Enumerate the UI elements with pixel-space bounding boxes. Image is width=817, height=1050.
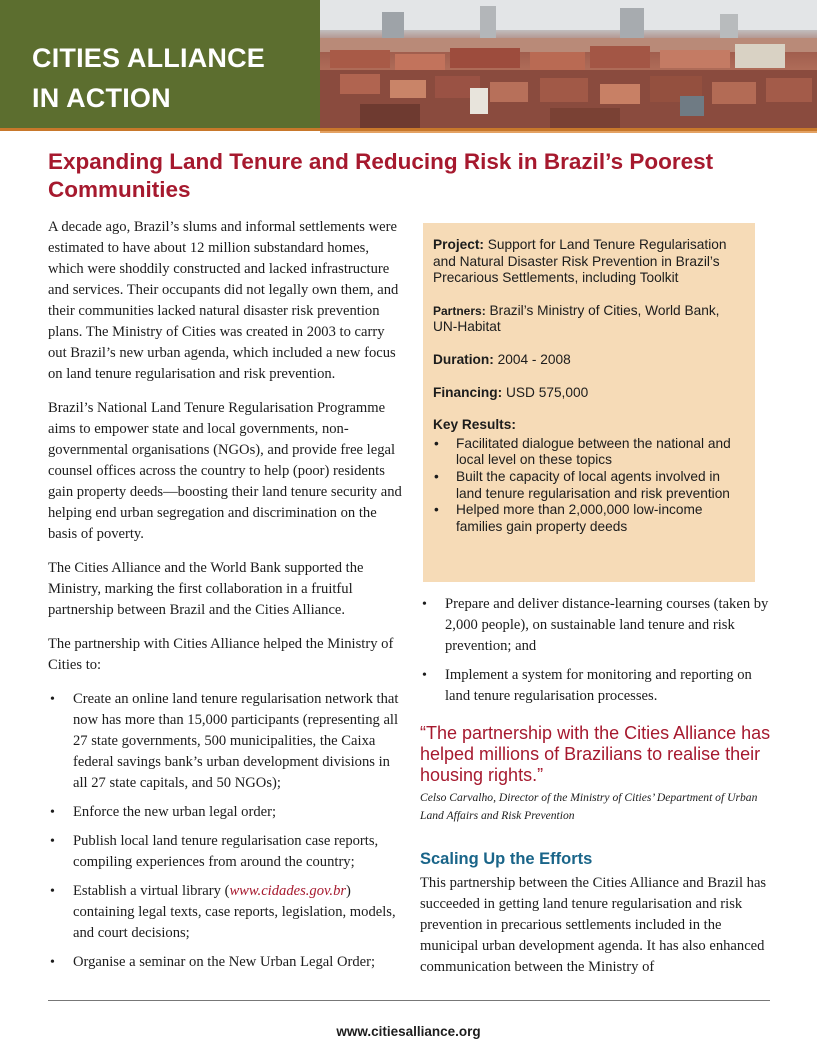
project-summary-box bbox=[423, 223, 755, 582]
paragraph-programme: Brazil’s National Land Tenure Regularisation Programme aims to empower state and local governments, non-governmental organisations (NGOs), and provide free legal counsel offices across the country to help (poor) residents gain property deeds—boosting their land tenure security and helping end urban segregation and discrimination on the basis of poverty. bbox=[48, 400, 402, 542]
list-item: • Enforce the new urban legal order; bbox=[48, 802, 403, 823]
key-results-list bbox=[433, 436, 745, 536]
header-orange-rule-thin bbox=[320, 131, 817, 133]
section-heading-scaling: Scaling Up the Efforts bbox=[420, 850, 593, 868]
partners-info bbox=[433, 303, 745, 336]
list-item: • Publish local land tenure regularisation case reports, compiling experiences from around the country; bbox=[48, 831, 403, 873]
list-item-text: Establish a virtual library ( bbox=[73, 883, 230, 899]
list-item bbox=[48, 881, 403, 944]
paragraph-scaling: This partnership between the Cities Alliance and Brazil has succeeded in getting land tenure regularisation and risk prevention in precarious settlements included in the municipal urban development agenda. It has also enhanced communication between the Ministry of bbox=[420, 875, 767, 975]
project-value: Support for Land Tenure Regularisation and Natural Disaster Risk Prevention in Brazil’s Precarious Settlements, including Toolkit bbox=[433, 237, 727, 286]
list-item-text: ) containing legal texts, case reports, legislation, models, and court decisions; bbox=[73, 883, 396, 941]
footer-divider bbox=[48, 1000, 770, 1001]
list-item: • Prepare and deliver distance-learning courses (taken by 2,000 people), on sustainable land tenure and risk prevention; and bbox=[420, 594, 772, 657]
list-item: • Implement a system for monitoring and reporting on land tenure regularisation processes. bbox=[420, 665, 772, 707]
list-item: • Built the capacity of local agents involved in land tenure regularisation and risk prevention bbox=[433, 469, 745, 502]
quote-attribution: Celso Carvalho, Director of the Ministry of Cities’ Department of Urban Land Affairs and Risk Prevention bbox=[420, 791, 758, 822]
duration-info bbox=[433, 352, 745, 369]
ministry-achievements-list bbox=[48, 689, 403, 973]
article-title: Expanding Land Tenure and Reducing Risk in Brazil’s Poorest Communities bbox=[48, 149, 714, 202]
publication-title-line2: IN ACTION bbox=[32, 83, 171, 113]
duration-label: Duration: bbox=[433, 351, 494, 367]
publication-title bbox=[32, 38, 265, 118]
cidades-link[interactable]: www.cidades.gov.br bbox=[229, 883, 347, 899]
left-column bbox=[48, 217, 403, 981]
paragraph-intro: A decade ago, Brazil’s slums and informal settlements were estimated to have about 12 million substandard homes, which were shoddily constructed and lacked infrastructure and services. Their occupants did not legally own them, and their communities lacked natural disaster risk prevention plans. The Ministry of Cities was created in 2003 to carry out Brazil’s new urban agenda, which included a new focus on land tenure regularisation and risk prevention. bbox=[48, 219, 399, 382]
paragraph-collaboration: The Cities Alliance and the World Bank supported the Ministry, marking the first collaboration in a fruitful partnership between Brazil and the Cities Alliance. bbox=[48, 560, 364, 618]
list-item: • Facilitated dialogue between the national and local level on these topics bbox=[433, 436, 745, 469]
header-photo-settlement bbox=[320, 0, 817, 128]
list-item: • Create an online land tenure regularisation network that now has more than 15,000 participants (representing all 27 state governments, 500 municipalities, the Caixa federal savings bank’s urban development divisions in all 27 state capitals, and 50 NGOs); bbox=[48, 689, 403, 794]
key-results-info bbox=[433, 417, 745, 535]
financing-value: USD 575,000 bbox=[506, 384, 589, 400]
list-item: • Helped more than 2,000,000 low-income families gain property deeds bbox=[433, 502, 745, 535]
header-title-band bbox=[0, 0, 320, 128]
project-label: Project: bbox=[433, 237, 484, 252]
partners-label: Partners: bbox=[433, 303, 486, 318]
key-results-label: Key Results: bbox=[433, 417, 516, 433]
paragraph-partnership: The partnership with Cities Alliance helped the Ministry of Cities to: bbox=[48, 636, 394, 673]
duration-value: 2004 - 2008 bbox=[497, 351, 571, 367]
financing-info bbox=[433, 385, 745, 402]
header-banner bbox=[0, 0, 817, 136]
list-item: • Organise a seminar on the New Urban Legal Order; bbox=[48, 952, 403, 973]
ministry-achievements-list-continued bbox=[420, 594, 772, 707]
right-column-list bbox=[420, 594, 772, 715]
settlement-photo-illustration bbox=[320, 0, 817, 128]
pull-quote: “The partnership with the Cities Alliance has helped millions of Brazilians to realise their housing rights.” bbox=[420, 723, 771, 785]
project-info bbox=[433, 237, 745, 287]
footer-website-link[interactable]: www.citiesalliance.org bbox=[336, 1024, 481, 1039]
partners-value: Brazil’s Ministry of Cities, World Bank, UN-Habitat bbox=[433, 302, 720, 335]
financing-label: Financing: bbox=[433, 384, 503, 400]
publication-title-line1: CITIES ALLIANCE bbox=[32, 43, 266, 73]
